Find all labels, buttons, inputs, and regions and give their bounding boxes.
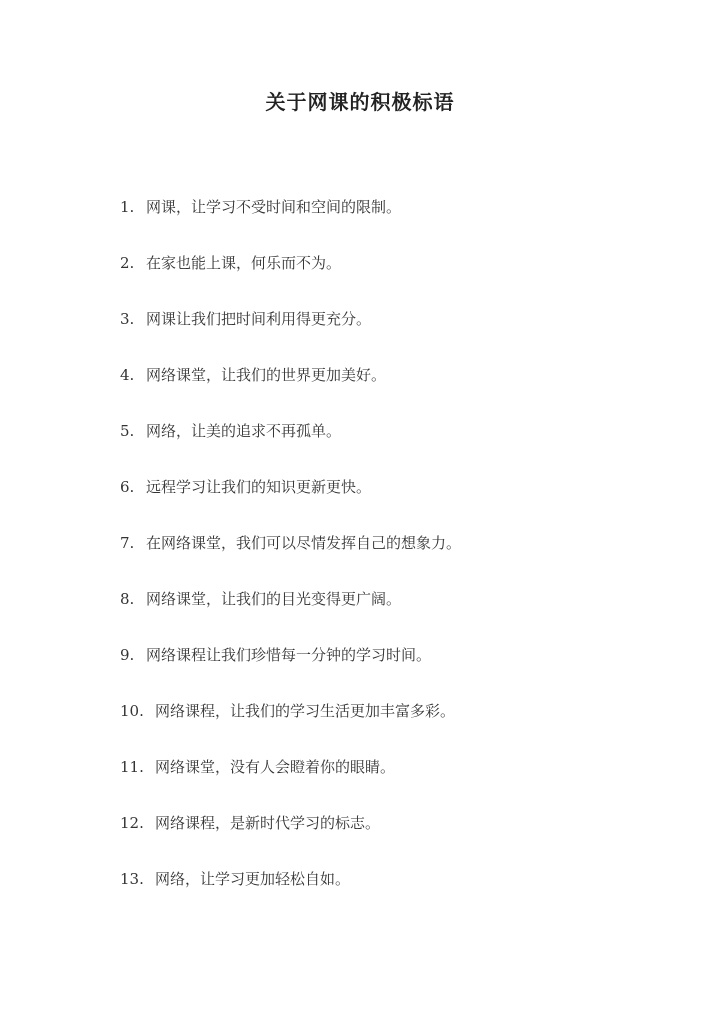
item-number: 12. xyxy=(120,814,144,832)
list-item xyxy=(120,756,461,812)
list-item xyxy=(120,868,461,924)
item-number: 11. xyxy=(120,758,144,776)
item-text: 网络，让学习更加轻松自如。 xyxy=(155,870,351,888)
list-item xyxy=(120,308,461,364)
item-text: 网络课程，是新时代学习的标志。 xyxy=(155,814,381,832)
item-text: 网络课堂，让我们的世界更加美好。 xyxy=(146,366,387,384)
item-text: 网络课堂，没有人会瞪着你的眼睛。 xyxy=(155,758,396,776)
item-text: 网络课堂，让我们的目光变得更广阔。 xyxy=(146,590,402,608)
item-number: 4. xyxy=(120,366,135,384)
slogan-list xyxy=(120,196,461,924)
item-number: 5. xyxy=(120,422,135,440)
item-text: 网课，让学习不受时间和空间的限制。 xyxy=(146,198,402,216)
item-text: 网课让我们把时间利用得更充分。 xyxy=(146,310,372,328)
item-number: 1. xyxy=(120,198,135,216)
list-item xyxy=(120,196,461,252)
item-number: 13. xyxy=(120,870,144,888)
list-item xyxy=(120,420,461,476)
list-item xyxy=(120,532,461,588)
item-number: 7. xyxy=(120,534,135,552)
item-text: 在网络课堂，我们可以尽情发挥自己的想象力。 xyxy=(146,534,462,552)
item-number: 6. xyxy=(120,478,135,496)
item-number: 3. xyxy=(120,310,135,328)
list-item xyxy=(120,252,461,308)
item-number: 2. xyxy=(120,254,135,272)
list-item xyxy=(120,364,461,420)
item-number: 10. xyxy=(120,702,144,720)
document-title: 关于网课的积极标语 xyxy=(265,90,455,114)
item-text: 网络课程让我们珍惜每一分钟的学习时间。 xyxy=(146,646,432,664)
list-item xyxy=(120,812,461,868)
list-item xyxy=(120,700,461,756)
item-text: 网络课程，让我们的学习生活更加丰富多彩。 xyxy=(155,702,456,720)
list-item xyxy=(120,476,461,532)
item-text: 远程学习让我们的知识更新更快。 xyxy=(146,478,372,496)
item-number: 8. xyxy=(120,590,135,608)
item-text: 在家也能上课，何乐而不为。 xyxy=(146,254,342,272)
item-text: 网络，让美的追求不再孤单。 xyxy=(146,422,342,440)
item-number: 9. xyxy=(120,646,135,664)
list-item xyxy=(120,588,461,644)
list-item xyxy=(120,644,461,700)
